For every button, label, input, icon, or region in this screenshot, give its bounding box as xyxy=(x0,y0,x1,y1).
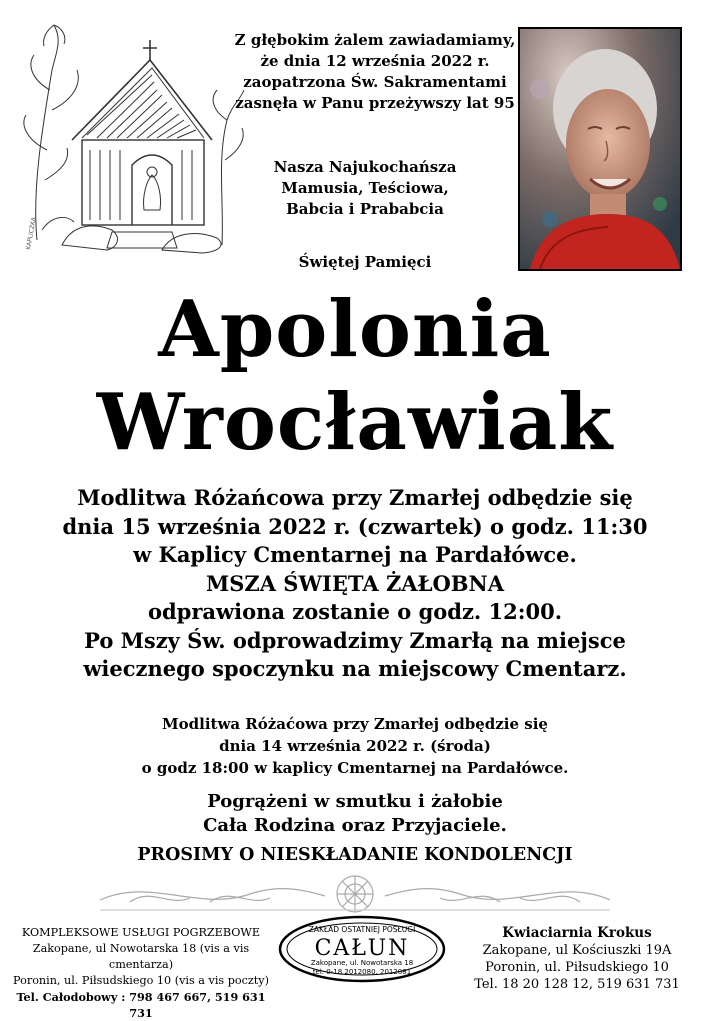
ceremony-line: dnia 15 września 2022 r. (czwartek) o godz. 11:30 xyxy=(62,513,648,539)
memory-label: Świętej Pamięci xyxy=(298,253,432,271)
family-line: Mamusia, Teściowa, xyxy=(281,179,449,197)
rosary-line: dnia 14 września 2022 r. (środa) xyxy=(219,737,491,755)
ceremony-line: Modlitwa Różańcowa przy Zmarłej odbędzie się xyxy=(77,485,633,510)
family-line: Babcia i Prababcia xyxy=(286,200,444,218)
logo-top-text: ZAKŁAD OSTATNIEJ POSŁUGI xyxy=(308,925,416,934)
florist-info xyxy=(448,925,706,993)
calun-logo xyxy=(278,915,446,983)
intro-line: zaopatrzona Św. Sakramentami xyxy=(243,73,507,91)
florist-title: Kwiaciarnia Krokus xyxy=(502,925,652,941)
deceased-portrait-photo xyxy=(518,27,682,271)
florist-phone: Tel. 18 20 128 12, 519 631 731 xyxy=(474,977,680,992)
ceremony-line: odprawiona zostanie o godz. 12:00. xyxy=(147,599,563,624)
funeral-service-address: Zakopane, ul Nowotarska 18 (vis a vis cmentarza) xyxy=(32,942,250,971)
ceremony-details xyxy=(0,484,710,684)
ceremony-line: wiecznego spoczynku na miejscowy Cmentarz. xyxy=(83,656,627,681)
family-line: Nasza Najukochańsza xyxy=(273,158,457,176)
funeral-service-title: KOMPLEKSOWE USŁUGI POGRZEBOWE xyxy=(21,926,261,939)
logo-address: Zakopane, ul. Nowotarska 18 xyxy=(310,959,414,967)
deceased-first-name: Apolonia xyxy=(158,284,552,375)
no-condolences-notice: PROSIMY O NIESKŁADANIE KONDOLENCJI xyxy=(137,845,573,865)
portrait-illustration xyxy=(520,29,680,269)
chapel-sketch-illustration xyxy=(12,10,252,255)
rosary-prayer-notice xyxy=(0,713,710,779)
rosary-line: o godz 18:00 w kaplicy Cmentarnej na Pardałówce. xyxy=(141,759,569,777)
funeral-service-address: Poronin, ul. Piłsudskiego 10 (vis a vis poczty) xyxy=(13,974,269,987)
ceremony-line: Po Mszy Św. odprowadzimy Zmarłą na miejsce xyxy=(84,627,626,653)
logo-brand: CAŁUN xyxy=(314,936,410,961)
intro-line: zasnęła w Panu przeżywszy lat 95 xyxy=(235,94,515,112)
family-description xyxy=(255,157,475,220)
funeral-service-info xyxy=(6,925,276,1021)
funeral-service-phone: Tel. Całodobowy : 798 467 667, 519 631 731 xyxy=(16,990,266,1020)
mourners-line: Pogrążeni w smutku i żałobie xyxy=(207,791,503,812)
mourners-line: Cała Rodzina oraz Przyjaciele. xyxy=(203,815,507,836)
rosary-line: Modlitwa Różaćowa przy Zmarłej odbędzie się xyxy=(162,715,548,733)
intro-line: że dnia 12 września 2022 r. xyxy=(260,52,490,70)
florist-address: Poronin, ul. Piłsudskiego 10 xyxy=(485,960,669,975)
florist-address: Zakopane, ul Kościuszki 19A xyxy=(482,943,672,958)
decorative-ornament-divider xyxy=(90,872,620,917)
ceremony-line: w Kaplicy Cmentarnej na Pardałówce. xyxy=(133,542,577,567)
intro-line: Z głębokim żalem zawiadamiamy, xyxy=(234,31,516,49)
ceremony-line: MSZA ŚWIĘTA ŻAŁOBNA xyxy=(205,570,505,596)
announcement-intro xyxy=(230,30,520,114)
svg-text:KAPLICZKA: KAPLICZKA xyxy=(25,216,38,251)
logo-phone: tel. 0-18 2012080, 2012081 xyxy=(312,968,412,976)
deceased-last-name: Wrocławiak xyxy=(96,377,614,468)
mourners-signature xyxy=(0,790,710,838)
